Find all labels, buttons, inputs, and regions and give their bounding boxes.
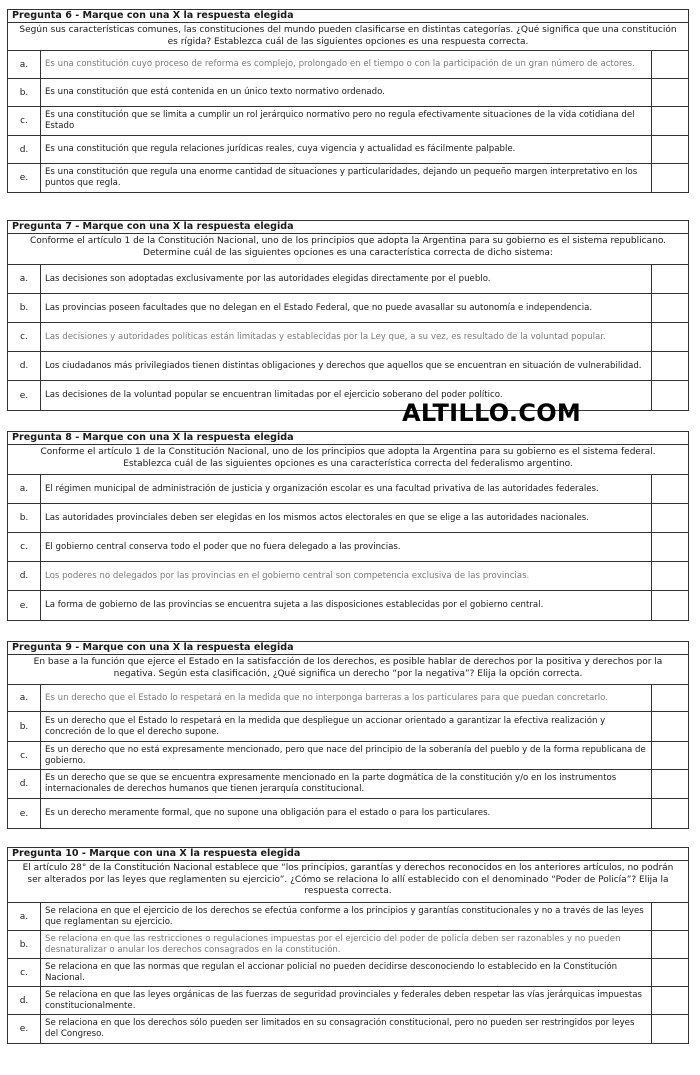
option-text: Se relaciona en que las restricciones o regulaciones impuestas por el ejercicio del poder de policía deben ser razonables y no pueden desnaturalizar o anular los derechos consagrados en la constitución. <box>41 931 652 958</box>
answer-checkbox[interactable] <box>652 591 688 620</box>
option-letter: a. <box>8 51 41 78</box>
option-c <box>8 533 688 562</box>
option-e <box>8 381 688 410</box>
question-6 <box>7 9 689 193</box>
option-letter: d. <box>8 352 41 380</box>
option-c <box>8 323 688 352</box>
option-e <box>8 591 688 620</box>
answer-checkbox[interactable] <box>652 931 688 958</box>
question-10 <box>7 847 689 1044</box>
answer-checkbox[interactable] <box>652 51 688 78</box>
option-letter: c. <box>8 742 41 769</box>
option-letter: a. <box>8 903 41 930</box>
option-letter: c. <box>8 107 41 135</box>
option-b <box>8 79 688 107</box>
option-text: Las decisiones son adoptadas exclusivamente por las autoridades elegidas directamente por el pueblo. <box>41 265 652 293</box>
option-letter: a. <box>8 685 41 711</box>
option-letter: e. <box>8 591 41 620</box>
question-prompt: Según sus características comunes, las constituciones del mundo pueden clasificarse en distintas categorías. ¿Qué significa que una constitución es rígida? Establezca cuál de las siguientes opciones es una respuesta correcta. <box>8 23 688 51</box>
option-letter: d. <box>8 987 41 1014</box>
question-9 <box>7 641 689 829</box>
option-d <box>8 562 688 591</box>
option-letter: d. <box>8 770 41 798</box>
option-b <box>8 504 688 533</box>
option-a <box>8 51 688 79</box>
option-letter: e. <box>8 799 41 828</box>
answer-checkbox[interactable] <box>652 685 688 711</box>
option-text: Las decisiones de la voluntad popular se encuentran limitadas por el ejercicio soberano del poder político. <box>41 381 652 410</box>
option-letter: b. <box>8 79 41 106</box>
option-letter: e. <box>8 1015 41 1043</box>
option-text: Es una constitución cuyo proceso de reforma es complejo, prolongado en el tiempo o con la participación de un gran número de actores. <box>41 51 652 78</box>
answer-checkbox[interactable] <box>652 265 688 293</box>
question-header: Pregunta 10 - Marque con una X la respuesta elegida <box>8 848 688 861</box>
question-prompt: Conforme el artículo 1 de la Constitución Nacional, uno de los principios que adopta la Argentina para su gobierno es el sistema republicano. Determine cuál de las siguientes opciones es una característica correcta de dicho sistema: <box>8 234 688 265</box>
option-text: Es una constitución que se limita a cumplir un rol jerárquico normativo pero no regula efectivamente situaciones de la vida cotidiana del Estado <box>41 107 652 135</box>
answer-checkbox[interactable] <box>652 504 688 532</box>
answer-checkbox[interactable] <box>652 903 688 930</box>
option-a <box>8 475 688 504</box>
option-d <box>8 352 688 381</box>
option-text: Es una constitución que está contenida en un único texto normativo ordenado. <box>41 79 652 106</box>
option-b <box>8 294 688 323</box>
option-text: Se relaciona en que los derechos sólo pueden ser limitados en su consagración constitucional, pero no pueden ser restringidos por leyes del Congreso. <box>41 1015 652 1043</box>
option-text: Se relaciona en que las leyes orgánicas de las fuerzas de seguridad provinciales y federales deben respetar las vías jerárquicas impuestas constitucionalmente. <box>41 987 652 1014</box>
option-c <box>8 742 688 770</box>
option-letter: d. <box>8 562 41 590</box>
option-text: El régimen municipal de administración de justicia y organización escolar es una facultad privativa de las autoridades federales. <box>41 475 652 503</box>
answer-checkbox[interactable] <box>652 323 688 351</box>
option-letter: c. <box>8 533 41 561</box>
option-d <box>8 987 688 1015</box>
option-text: Es un derecho que no está expresamente mencionado, pero que nace del principio de la soberanía del pueblo y de la forma republicana de gobierno. <box>41 742 652 769</box>
answer-checkbox[interactable] <box>652 475 688 503</box>
answer-checkbox[interactable] <box>652 136 688 163</box>
option-letter: e. <box>8 381 41 410</box>
option-letter: b. <box>8 712 41 741</box>
option-e <box>8 1015 688 1043</box>
answer-checkbox[interactable] <box>652 352 688 380</box>
answer-checkbox[interactable] <box>652 770 688 798</box>
answer-checkbox[interactable] <box>652 712 688 741</box>
option-c <box>8 959 688 987</box>
option-e <box>8 164 688 192</box>
question-8 <box>7 431 689 621</box>
answer-checkbox[interactable] <box>652 562 688 590</box>
option-text: Es una constitución que regula una enorme cantidad de situaciones y particularidades, dejando un pequeño margen interpretativo en los puntos que regla. <box>41 164 652 192</box>
option-a <box>8 685 688 712</box>
option-b <box>8 931 688 959</box>
option-text: Es una constitución que regula relaciones jurídicas reales, cuya vigencia y actualidad es fácilmente palpable. <box>41 136 652 163</box>
answer-checkbox[interactable] <box>652 987 688 1014</box>
option-a <box>8 265 688 294</box>
option-text: Es un derecho meramente formal, que no supone una obligación para el estado o para los particulares. <box>41 799 652 828</box>
option-a <box>8 903 688 931</box>
option-text: Es un derecho que el Estado lo respetará en la medida que despliegue un accionar orientado a garantizar la efectiva realización y concreción de lo que el derecho supone. <box>41 712 652 741</box>
question-header: Pregunta 7 - Marque con una X la respuesta elegida <box>8 221 688 234</box>
answer-checkbox[interactable] <box>652 742 688 769</box>
option-c <box>8 107 688 136</box>
option-text: Las provincias poseen facultades que no delegan en el Estado Federal, que no puede avasallar su autonomía e independencia. <box>41 294 652 322</box>
option-text: Es un derecho que se que se encuentra expresamente mencionado en la parte dogmática de la constitución y/o en los instrumentos internacionales de derechos humanos que tienen jerarquía constitucional. <box>41 770 652 798</box>
option-e <box>8 799 688 828</box>
option-letter: b. <box>8 931 41 958</box>
option-text: Los ciudadanos más privilegiados tienen distintas obligaciones y derechos que aquellos que se encuentran en situación de vulnerabilidad. <box>41 352 652 380</box>
option-letter: e. <box>8 164 41 192</box>
answer-checkbox[interactable] <box>652 79 688 106</box>
answer-checkbox[interactable] <box>652 533 688 561</box>
answer-checkbox[interactable] <box>652 799 688 828</box>
answer-checkbox[interactable] <box>652 294 688 322</box>
answer-checkbox[interactable] <box>652 164 688 192</box>
question-prompt: El artículo 28° de la Constitución Nacional establece que “los principios, garantías y derechos reconocidos en los anteriores artículos, no podrán ser alterados por las leyes que reglamenten su ejercicio”. ¿Cómo se relaciona lo allí establecido con el denominado “Poder de Policía”? Elija la respuesta correcta. <box>8 861 688 903</box>
answer-checkbox[interactable] <box>652 959 688 986</box>
option-text: Se relaciona en que el ejercicio de los derechos se efectúa conforme a los principios y garantías constitucionales y no a través de las leyes que reglamentan su ejercicio. <box>41 903 652 930</box>
option-text: Se relaciona en que las normas que regulan el accionar policial no pueden decidirse desconociendo lo establecido en la Constitución Nacional. <box>41 959 652 986</box>
option-letter: a. <box>8 475 41 503</box>
answer-checkbox[interactable] <box>652 381 688 410</box>
watermark-logo: ALTILLO.COM <box>402 399 582 427</box>
option-letter: c. <box>8 959 41 986</box>
option-letter: b. <box>8 294 41 322</box>
option-d <box>8 770 688 799</box>
option-text: Los poderes no delegados por las provincias en el gobierno central son competencia exclusiva de las provincias. <box>41 562 652 590</box>
question-header: Pregunta 6 - Marque con una X la respuesta elegida <box>8 10 688 23</box>
option-letter: c. <box>8 323 41 351</box>
option-text: El gobierno central conserva todo el poder que no fuera delegado a las provincias. <box>41 533 652 561</box>
option-text: La forma de gobierno de las provincias se encuentra sujeta a las disposiciones establecidas por el gobierno central. <box>41 591 652 620</box>
option-letter: b. <box>8 504 41 532</box>
option-letter: a. <box>8 265 41 293</box>
option-letter: d. <box>8 136 41 163</box>
option-b <box>8 712 688 742</box>
option-d <box>8 136 688 164</box>
option-text: Las decisiones y autoridades políticas están limitadas y establecidas por la Ley que, a su vez, es resultado de la voluntad popular. <box>41 323 652 351</box>
option-text: Las autoridades provinciales deben ser elegidas en los mismos actos electorales en que se elige a las autoridades nacionales. <box>41 504 652 532</box>
question-prompt: En base a la función que ejerce el Estado en la satisfacción de los derechos, es posible hablar de derechos por la positiva y derechos por la negativa. Según esta clasificación, ¿Qué significa un derecho “por la negativa”? Elija la opción correcta. <box>8 655 688 685</box>
question-7 <box>7 220 689 411</box>
question-header: Pregunta 8 - Marque con una X la respuesta elegida <box>8 432 688 445</box>
answer-checkbox[interactable] <box>652 107 688 135</box>
question-header: Pregunta 9 - Marque con una X la respuesta elegida <box>8 642 688 655</box>
answer-checkbox[interactable] <box>652 1015 688 1043</box>
option-text: Es un derecho que el Estado lo respetará en la medida que no interponga barreras a los particulares para que puedan concretarlo. <box>41 685 652 711</box>
question-prompt: Conforme el artículo 1 de la Constitución Nacional, uno de los principios que adopta la Argentina para su gobierno es el sistema federal. Establezca cuál de las siguientes opciones es una característica correcta del federalismo argentino. <box>8 445 688 475</box>
